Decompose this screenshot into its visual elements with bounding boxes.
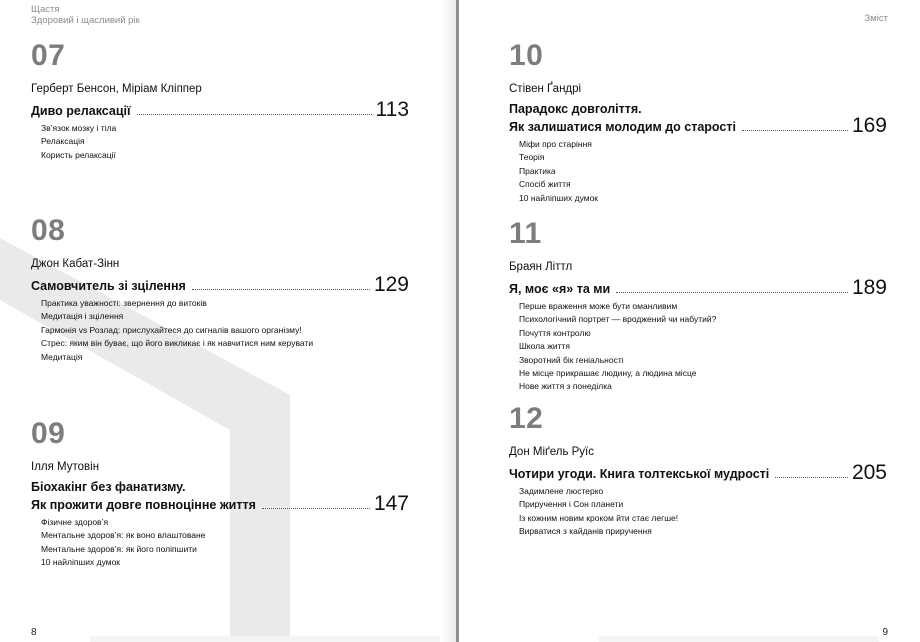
chapter-title-line: [509, 461, 887, 484]
page-number-right: 9: [882, 627, 888, 638]
dot-leader: [192, 288, 370, 290]
subsection-item: Перше враження може бути оманливим: [519, 301, 678, 311]
subsection-list: [41, 122, 409, 162]
chapter-title-line: [31, 492, 409, 515]
running-section-label: Зміст: [864, 13, 888, 24]
chapter-title: Самовчитель зі зцілення: [31, 279, 186, 293]
chapter-title: Як залишатися молодим до старості: [509, 120, 736, 134]
subsection-item: Медитація: [41, 351, 83, 362]
dot-leader: [137, 113, 372, 115]
dot-leader: [742, 129, 848, 131]
chapter-title-block[interactable]: [509, 101, 887, 135]
dot-leader: [775, 476, 848, 478]
spine-shadow: [440, 0, 456, 642]
running-subtitle: Здоровий і щасливий рік: [31, 15, 140, 26]
dot-leader: [616, 291, 848, 293]
subsection-item: Практика уважності: звернення до витоків: [41, 298, 207, 308]
subsection-item: Нове життя з понеділка: [519, 381, 612, 392]
subsection-item: Ментальне здоров’я: як його поліпшити: [41, 543, 197, 554]
chapter-title-line: [31, 273, 409, 296]
subsection-item: Психологічний портрет — вроджений чи набутий?: [519, 314, 717, 325]
chapter-number: 09: [31, 417, 66, 450]
chapter-title-line: [509, 276, 887, 299]
chapter-author: Герберт Бенсон, Міріам Кліппер: [31, 83, 202, 95]
chapter-page-number: 189: [851, 276, 887, 299]
subsection-list: [519, 485, 887, 539]
chapter-title-line: [509, 114, 887, 137]
toc-section-12: [509, 403, 887, 539]
chapter-title: Я, моє «я» та ми: [509, 282, 611, 296]
chapter-page-number: 129: [373, 273, 409, 296]
chapter-page-number: 169: [851, 114, 887, 137]
chapter-title-block[interactable]: [31, 479, 409, 513]
chapter-title: Диво релаксації: [31, 104, 131, 118]
chapter-number: 12: [509, 402, 544, 435]
subsection-list: [519, 300, 887, 394]
subsection-item: 10 найліпших думок: [41, 557, 121, 568]
subsection-list: [41, 516, 409, 570]
chapter-page-number: 113: [375, 98, 409, 121]
chapter-number: 07: [31, 39, 66, 72]
chapter-title-line: Біохакінг без фанатизму.: [31, 480, 186, 494]
chapter-title-block[interactable]: [509, 461, 887, 484]
subsection-item: Ментальне здоров’я: як воно влаштоване: [41, 530, 206, 541]
subsection-item: Спосіб життя: [519, 179, 571, 190]
toc-section-08: [31, 215, 409, 364]
subsection-item: Стрес: яким він буває, що його викликає і як навчитися ним керувати: [41, 338, 314, 349]
chapter-author: Джон Кабат-Зінн: [31, 258, 120, 270]
subsection-item: Не місце прикрашає людину, а людина місце: [519, 368, 697, 379]
chapter-title-line: Парадокс довголіття.: [509, 102, 642, 116]
chapter-author: Стівен Ґандрі: [509, 83, 582, 95]
chapter-number: 10: [509, 39, 544, 72]
chapter-author: Браян Літтл: [509, 261, 573, 273]
subsection-item: Зворотний бік геніальності: [519, 354, 624, 365]
chapter-author: Ілля Мутовін: [31, 461, 100, 473]
subsection-item: Вирватися з кайданів приручення: [519, 526, 652, 537]
right-page: [459, 0, 920, 642]
toc-section-07: [31, 40, 409, 162]
subsection-item: Міфи про старіння: [519, 139, 592, 149]
chapter-title-line: [31, 98, 409, 121]
subsection-item: Приручення і Сон планети: [519, 499, 624, 510]
subsection-item: Медитація і зцілення: [41, 311, 124, 322]
subsection-list: [41, 297, 409, 364]
chapter-number: 08: [31, 214, 66, 247]
subsection-item: 10 найліпших думок: [519, 192, 599, 203]
chapter-page-number: 147: [373, 492, 409, 515]
subsection-item: Теорія: [519, 152, 545, 163]
toc-section-09: [31, 418, 409, 570]
subsection-item: Зв’язок мозку і тіла: [41, 123, 117, 133]
subsection-item: Релаксація: [41, 136, 85, 147]
chapter-title-block[interactable]: [31, 98, 409, 121]
chapter-page-number: 205: [851, 461, 887, 484]
subsection-item: Почуття контролю: [519, 327, 591, 338]
subsection-item: Фізичне здоров’я: [41, 517, 109, 527]
left-page: [0, 0, 458, 642]
toc-section-11: [509, 218, 887, 394]
subsection-item: Школа життя: [519, 341, 571, 352]
subsection-item: Задимлене люстерко: [519, 486, 604, 496]
chapter-title-block[interactable]: [31, 273, 409, 296]
page-number-left: 8: [31, 627, 37, 638]
subsection-item: Практика: [519, 165, 556, 176]
running-title: Щастя: [31, 4, 60, 15]
dot-leader: [262, 507, 370, 509]
chapter-number: 11: [509, 217, 542, 250]
chapter-title: Чотири угоди. Книга толтекської мудрості: [509, 467, 770, 481]
chapter-title: Як прожити довге повноцінне життя: [31, 498, 256, 512]
toc-section-10: [509, 40, 887, 205]
subsection-item: Користь релаксації: [41, 149, 116, 160]
chapter-author: Дон Міґель Руїс: [509, 446, 594, 458]
chapter-title-block[interactable]: [509, 276, 887, 299]
subsection-list: [519, 138, 887, 205]
subsection-item: Із кожним новим кроком йти стає легше!: [519, 512, 679, 523]
subsection-item: Гармонія vs Розлад: прислухайтеся до сигналів вашого організму!: [41, 324, 302, 335]
